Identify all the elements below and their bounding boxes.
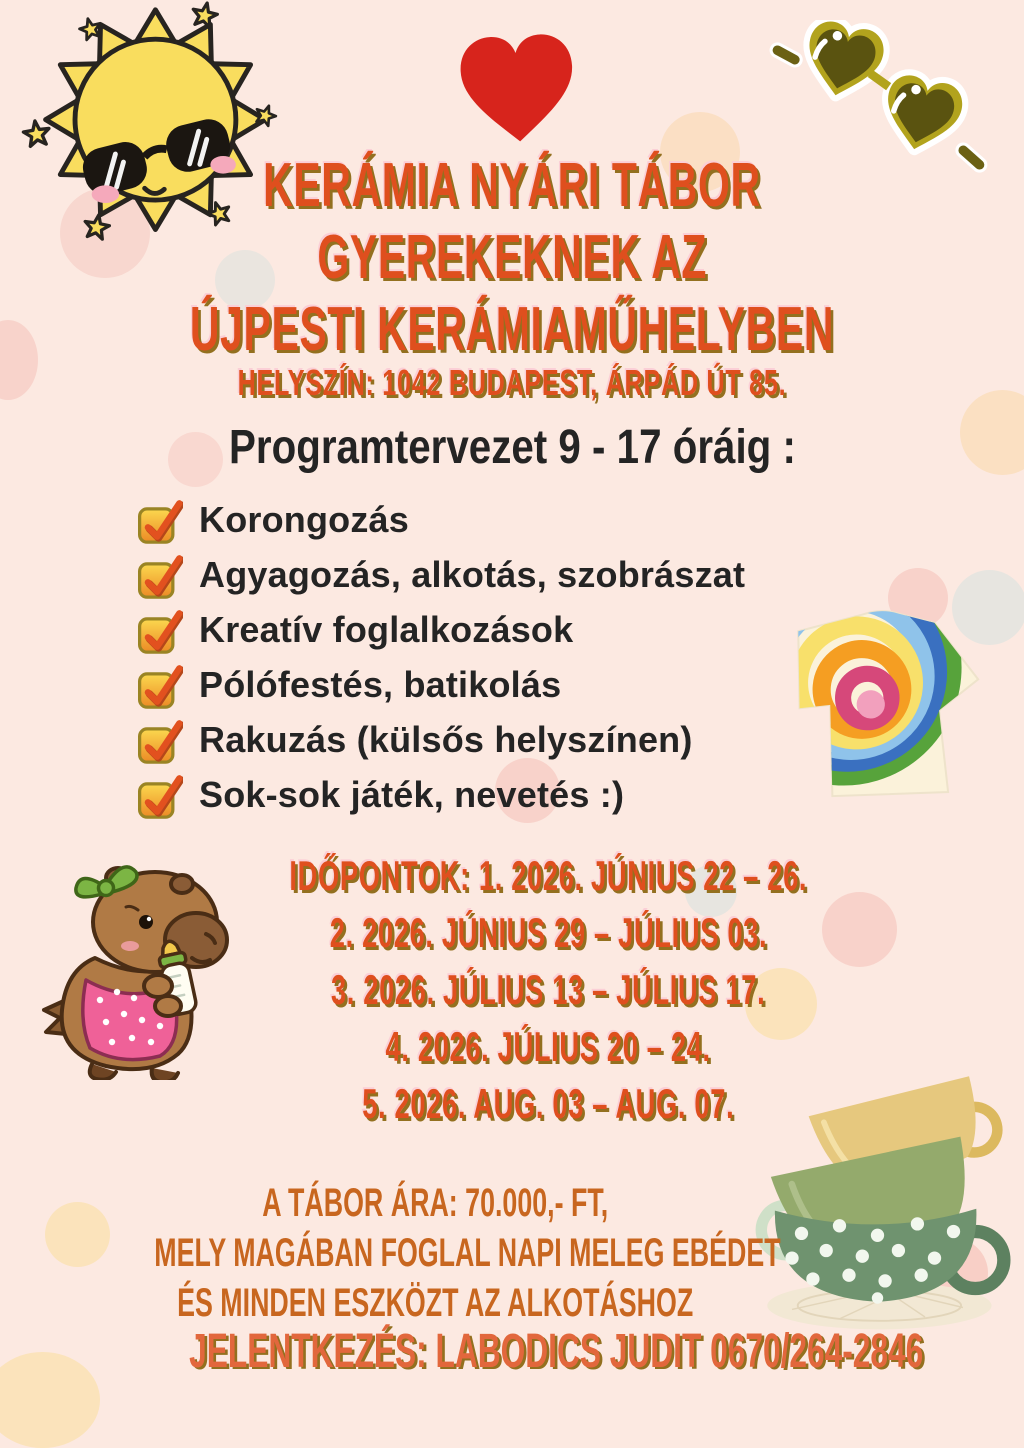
list-item — [135, 553, 745, 597]
program-item-label: Korongozás — [199, 499, 410, 540]
contact-line: JELENTKEZÉS: LABODICS JUDIT 0670/264-2846 — [189, 1325, 924, 1378]
schedule-line: 3. 2026. JÚLIUS 13 – JÚLIUS 17. — [330, 966, 766, 1013]
price-line: ÉS MINDEN ESZKÖZT AZ ALKOTÁSHOZ — [176, 1281, 694, 1325]
schedule-line: 2. 2026. JÚNIUS 29 – JÚLIUS 03. — [329, 909, 767, 956]
checked-checkbox-icon — [135, 606, 183, 654]
location-line: HELYSZÍN: 1042 BUDAPEST, ÁRPÁD ÚT 85. — [237, 362, 787, 403]
list-item — [135, 663, 745, 707]
pricing-section — [0, 1178, 870, 1328]
program-item-label: Pólófestés, batikolás — [199, 664, 562, 705]
list-item — [135, 498, 745, 542]
program-item-label: Kreatív foglalkozások — [199, 609, 574, 650]
title-line-1: KERÁMIA NYÁRI TÁBOR — [263, 151, 761, 220]
price-line: A TÁBOR ÁRA: 70.000,- FT, — [262, 1181, 608, 1225]
schedule-line: 4. 2026. JÚLIUS 20 – 24. — [385, 1023, 711, 1070]
schedule-line — [148, 852, 948, 909]
title-line-2: GYEREKEKNEK AZ — [317, 223, 707, 292]
price-line: MELY MAGÁBAN FOGLAL NAPI MELEG EBÉDET — [154, 1231, 781, 1275]
tie-dye-tshirt-icon — [742, 585, 994, 813]
title-line-3: ÚJPESTI KERÁMIAMŰHELYBEN — [189, 295, 835, 364]
checked-checkbox-icon — [135, 771, 183, 819]
schedule-line: 5. 2026. AUG. 03 – AUG. 07. — [361, 1080, 735, 1127]
schedule-item: 1. 2026. JÚNIUS 22 – 26. — [478, 852, 807, 899]
red-heart-icon — [450, 28, 585, 153]
list-item — [135, 773, 745, 817]
list-item — [135, 608, 745, 652]
checked-checkbox-icon — [135, 551, 183, 599]
program-item-label: Agyagozás, alkotás, szobrászat — [199, 554, 746, 595]
checked-checkbox-icon — [135, 716, 183, 764]
program-checklist — [135, 498, 745, 817]
schedule-heading: IDŐPONTOK: — [289, 852, 470, 899]
checked-checkbox-icon — [135, 661, 183, 709]
program-item-label: Rakuzás (külsős helyszínen) — [199, 719, 693, 760]
checked-checkbox-icon — [135, 496, 183, 544]
program-item-label: Sok-sok játék, nevetés :) — [199, 774, 625, 815]
program-heading: Programtervezet 9 - 17 óráig : — [228, 421, 796, 474]
list-item — [135, 718, 745, 762]
